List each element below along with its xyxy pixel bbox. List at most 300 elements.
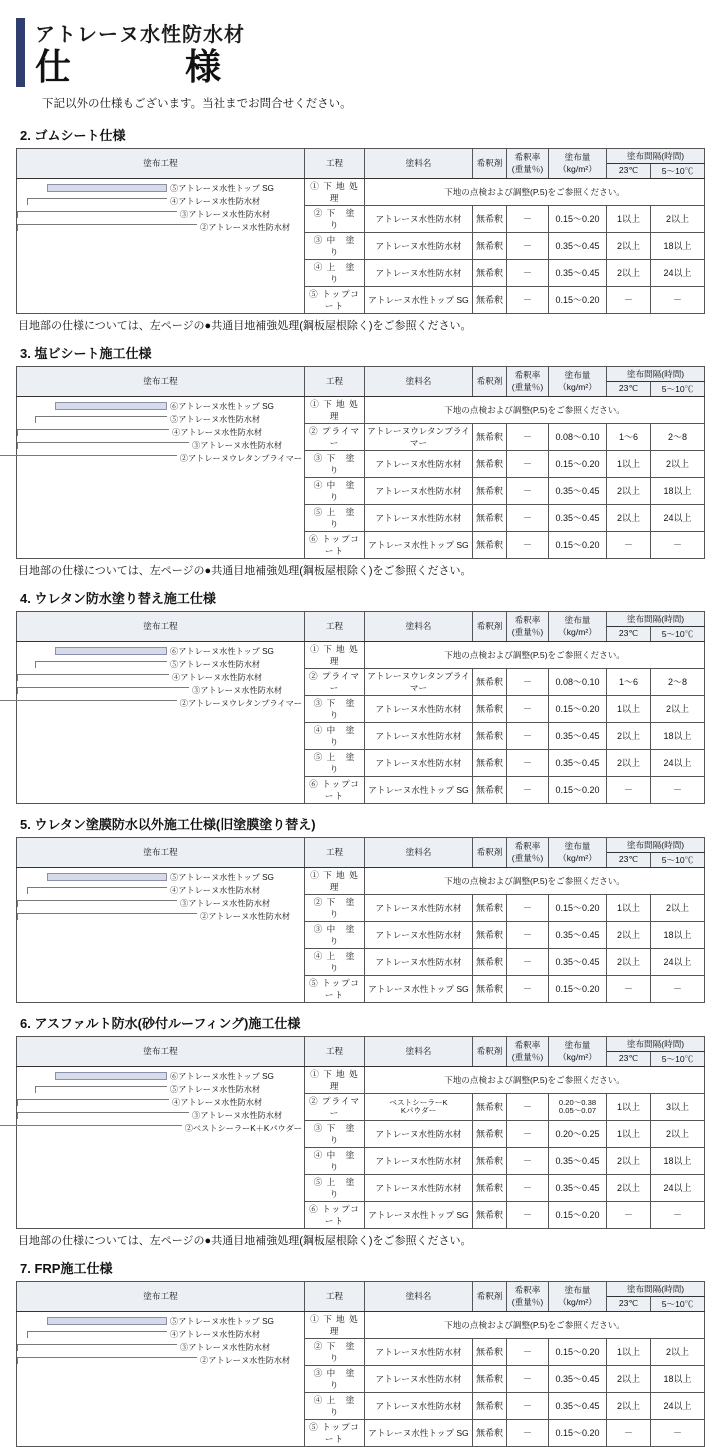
layer-label: ②アトレーヌ水性防水材 xyxy=(200,222,291,232)
th-coverage: 塗布量（kg/m²） xyxy=(549,837,607,867)
diagram-layer xyxy=(17,400,302,413)
layer-label: ④アトレーヌ水性防水材 xyxy=(170,885,261,895)
cell-coverage: 0.35～0.45 xyxy=(549,948,607,975)
cell-coverage: 0.35～0.45 xyxy=(549,1392,607,1419)
cell-step: ④ 上 塗 り xyxy=(305,1392,365,1419)
layer-bar xyxy=(0,700,177,707)
layer-bar xyxy=(17,900,177,907)
cell-paint: アトレーヌ水性トップ SG xyxy=(365,531,473,558)
th-step: 工程 xyxy=(305,1036,365,1066)
cell-paint: アトレーヌ水性防水材 xyxy=(365,1147,473,1174)
cell-diluent: 無希釈 xyxy=(473,205,507,232)
cell-step: ④ 中 塗 り xyxy=(305,477,365,504)
th-process: 塗布工程 xyxy=(17,148,305,178)
cell-dilution: － xyxy=(507,722,549,749)
cell-diluent: 無希釈 xyxy=(473,668,507,695)
th-step: 工程 xyxy=(305,148,365,178)
diagram-layer xyxy=(17,897,302,910)
th-interval-low: 5～10℃ xyxy=(651,1296,705,1311)
th-coverage: 塗布量（kg/m²） xyxy=(549,148,607,178)
cell-interval-23: 2以上 xyxy=(607,504,651,531)
layer-bar xyxy=(47,184,167,192)
cell-coverage: 0.08～0.10 xyxy=(549,423,607,450)
cell-interval-23: － xyxy=(607,1419,651,1446)
spec-table xyxy=(16,1281,705,1447)
cell-diluent: 無希釈 xyxy=(473,286,507,313)
cell-diluent: 無希釈 xyxy=(473,695,507,722)
cell-dilution: － xyxy=(507,450,549,477)
layer-bar xyxy=(27,887,167,894)
th-process: 塗布工程 xyxy=(17,1036,305,1066)
cell-coverage: 0.15～0.20 xyxy=(549,531,607,558)
th-paint: 塗料名 xyxy=(365,611,473,641)
layer-label: ④アトレーヌ水性防水材 xyxy=(172,1097,263,1107)
cell-step: ⑤ 上 塗 り xyxy=(305,1174,365,1201)
cell-interval-low: 24以上 xyxy=(651,948,705,975)
cell-interval-low: 3以上 xyxy=(651,1093,705,1120)
cell-dilution: － xyxy=(507,1120,549,1147)
layer-bar xyxy=(27,198,167,205)
cell-coverage: 0.35～0.45 xyxy=(549,1174,607,1201)
layer-bar xyxy=(17,913,197,920)
cell-dilution: － xyxy=(507,695,549,722)
th-dilution: 希釈率(重量％) xyxy=(507,148,549,178)
cell-interval-low: 2以上 xyxy=(651,450,705,477)
cell-interval-low: － xyxy=(651,776,705,803)
spec-section xyxy=(16,588,704,804)
cell-diluent: 無希釈 xyxy=(473,921,507,948)
cell-substrate-note: 下地の点検および調整(P.5)をご参照ください。 xyxy=(365,641,705,668)
cell-paint: アトレーヌ水性防水材 xyxy=(365,477,473,504)
cell-substrate-note: 下地の点検および調整(P.5)をご参照ください。 xyxy=(365,1311,705,1338)
section-title: 7. FRP施工仕様 xyxy=(20,1260,113,1276)
cell-step: ③ 中 塗 り xyxy=(305,1365,365,1392)
cell-step: ⑥ トップコート xyxy=(305,531,365,558)
cell-interval-23: 2以上 xyxy=(607,477,651,504)
th-dilution: 希釈率(重量％) xyxy=(507,1281,549,1311)
cell-paint: アトレーヌ水性防水材 xyxy=(365,1174,473,1201)
layer-label: ③アトレーヌ水性防水材 xyxy=(180,209,271,219)
diagram-layer xyxy=(17,1109,302,1122)
cell-step: ① 下 地 処 理 xyxy=(305,1066,365,1093)
diagram-layer xyxy=(17,1096,302,1109)
cell-dilution: － xyxy=(507,477,549,504)
cell-diluent: 無希釈 xyxy=(473,259,507,286)
cell-diluent: 無希釈 xyxy=(473,1392,507,1419)
th-diluent: 希釈剤 xyxy=(473,611,507,641)
cell-dilution: － xyxy=(507,894,549,921)
th-coverage: 塗布量（kg/m²） xyxy=(549,366,607,396)
cell-step: ② プライマー xyxy=(305,423,365,450)
th-interval-23: 23℃ xyxy=(607,1296,651,1311)
cell-dilution: － xyxy=(507,205,549,232)
cell-interval-23: 1以上 xyxy=(607,1093,651,1120)
th-diluent: 希釈剤 xyxy=(473,148,507,178)
cell-paint: アトレーヌ水性トップ SG xyxy=(365,975,473,1002)
th-paint: 塗料名 xyxy=(365,1281,473,1311)
cell-dilution: － xyxy=(507,1392,549,1419)
cell-paint: アトレーヌ水性防水材 xyxy=(365,259,473,286)
th-interval-low: 5～10℃ xyxy=(651,852,705,867)
cell-coverage: 0.15～0.20 xyxy=(549,1201,607,1228)
cell-step: ② 下 塗 り xyxy=(305,894,365,921)
cell-dilution: － xyxy=(507,1338,549,1365)
table-row xyxy=(17,178,705,205)
cell-paint: アトレーヌ水性防水材 xyxy=(365,232,473,259)
cell-step: ② プライマー xyxy=(305,668,365,695)
cell-interval-low: 2以上 xyxy=(651,205,705,232)
diagram-layer xyxy=(17,221,302,234)
cell-diluent: 無希釈 xyxy=(473,232,507,259)
diagram-layer xyxy=(17,1341,302,1354)
cell-step: ③ 下 塗 り xyxy=(305,695,365,722)
cell-interval-low: 24以上 xyxy=(651,1174,705,1201)
layer-label: ②ベストシーラーK＋Kパウダー xyxy=(184,1123,302,1133)
layer-label: ③アトレーヌ水性防水材 xyxy=(192,440,283,450)
cell-paint: アトレーヌウレタンプライマー xyxy=(365,668,473,695)
cell-paint: アトレーヌ水性防水材 xyxy=(365,749,473,776)
cell-step: ⑤ トップコート xyxy=(305,286,365,313)
layer-diagram xyxy=(17,867,305,1002)
spec-section xyxy=(16,1013,704,1248)
spec-table xyxy=(16,611,705,804)
cell-step: ① 下 地 処 理 xyxy=(305,396,365,423)
cell-diluent: 無希釈 xyxy=(473,1174,507,1201)
th-dilution: 希釈率(重量％) xyxy=(507,1036,549,1066)
cell-step: ④ 上 塗 り xyxy=(305,259,365,286)
layer-label: ②アトレーヌウレタンプライマー xyxy=(179,453,302,463)
layer-bar xyxy=(17,429,169,436)
layer-diagram xyxy=(17,396,305,558)
cell-coverage: 0.35～0.45 xyxy=(549,722,607,749)
diagram-layer xyxy=(17,1315,302,1328)
cell-step: ③ 中 塗 り xyxy=(305,232,365,259)
spec-section xyxy=(16,1258,704,1447)
layer-bar xyxy=(35,1086,167,1093)
cell-interval-23: 2以上 xyxy=(607,948,651,975)
header-text-group xyxy=(35,18,245,87)
th-step: 工程 xyxy=(305,366,365,396)
layer-diagram xyxy=(17,641,305,803)
layer-bar xyxy=(17,1357,197,1364)
cell-diluent: 無希釈 xyxy=(473,450,507,477)
layer-diagram xyxy=(17,178,305,313)
cell-dilution: － xyxy=(507,1201,549,1228)
th-process: 塗布工程 xyxy=(17,837,305,867)
cell-coverage: 0.35～0.45 xyxy=(549,921,607,948)
layer-bar xyxy=(0,1125,182,1132)
cell-dilution: － xyxy=(507,1365,549,1392)
layer-bar xyxy=(35,416,167,423)
cell-step: ① 下 地 処 理 xyxy=(305,1311,365,1338)
th-interval: 塗布間隔(時間) xyxy=(607,837,705,852)
cell-coverage: 0.15～0.20 xyxy=(549,1419,607,1446)
cell-interval-low: 24以上 xyxy=(651,259,705,286)
diagram-layer xyxy=(17,1354,302,1367)
cell-dilution: － xyxy=(507,1093,549,1120)
cell-step: ③ 下 塗 り xyxy=(305,1120,365,1147)
diagram-layer xyxy=(17,413,302,426)
table-row xyxy=(17,396,705,423)
cell-interval-low: 18以上 xyxy=(651,921,705,948)
cell-diluent: 無希釈 xyxy=(473,477,507,504)
layer-label: ④アトレーヌ水性防水材 xyxy=(172,672,263,682)
cell-interval-low: － xyxy=(651,1419,705,1446)
cell-step: ⑥ トップコート xyxy=(305,776,365,803)
cell-step: ⑤ トップコート xyxy=(305,975,365,1002)
cell-dilution: － xyxy=(507,504,549,531)
th-diluent: 希釈剤 xyxy=(473,366,507,396)
cell-dilution: － xyxy=(507,259,549,286)
cell-interval-low: － xyxy=(651,975,705,1002)
cell-interval-low: 18以上 xyxy=(651,722,705,749)
layer-label: ⑤アトレーヌ水性防水材 xyxy=(170,1084,261,1094)
cell-coverage: 0.15～0.20 xyxy=(549,894,607,921)
th-interval-23: 23℃ xyxy=(607,626,651,641)
table-row xyxy=(17,1066,705,1093)
cell-coverage: 0.35～0.45 xyxy=(549,504,607,531)
th-interval-low: 5～10℃ xyxy=(651,1051,705,1066)
layer-bar xyxy=(17,1099,169,1106)
cell-paint: アトレーヌ水性防水材 xyxy=(365,1338,473,1365)
th-interval: 塗布間隔(時間) xyxy=(607,366,705,381)
th-process: 塗布工程 xyxy=(17,366,305,396)
table-row xyxy=(17,641,705,668)
spec-table xyxy=(16,1036,705,1229)
cell-paint: アトレーヌ水性防水材 xyxy=(365,722,473,749)
diagram-layer xyxy=(17,195,302,208)
th-paint: 塗料名 xyxy=(365,148,473,178)
cell-step: ④ 中 塗 り xyxy=(305,1147,365,1174)
cell-interval-23: 1～6 xyxy=(607,668,651,695)
cell-interval-23: 2以上 xyxy=(607,232,651,259)
cell-dilution: － xyxy=(507,1419,549,1446)
diagram-layer xyxy=(17,439,302,452)
cell-interval-23: － xyxy=(607,531,651,558)
cell-coverage: 0.35～0.45 xyxy=(549,477,607,504)
cell-diluent: 無希釈 xyxy=(473,423,507,450)
cell-step: ② 下 塗 り xyxy=(305,1338,365,1365)
cell-coverage: 0.20～0.38 0.05～0.07 xyxy=(549,1093,607,1120)
cell-interval-23: － xyxy=(607,286,651,313)
th-coverage: 塗布量（kg/m²） xyxy=(549,1036,607,1066)
cell-diluent: 無希釈 xyxy=(473,1201,507,1228)
section-title: 3. 塩ビシート施工仕様 xyxy=(20,345,152,361)
cell-coverage: 0.15～0.20 xyxy=(549,695,607,722)
layer-bar xyxy=(35,661,167,668)
cell-substrate-note: 下地の点検および調整(P.5)をご参照ください。 xyxy=(365,396,705,423)
cell-interval-23: 2以上 xyxy=(607,259,651,286)
cell-interval-23: 1以上 xyxy=(607,695,651,722)
diagram-layer xyxy=(17,208,302,221)
layer-label: ③アトレーヌ水性防水材 xyxy=(180,898,271,908)
cell-interval-23: 2以上 xyxy=(607,1174,651,1201)
cell-diluent: 無希釈 xyxy=(473,1093,507,1120)
brand-title: アトレーヌ水性防水材 xyxy=(35,22,245,46)
cell-interval-23: － xyxy=(607,1201,651,1228)
layer-label: ③アトレーヌ水性防水材 xyxy=(180,1342,271,1352)
cell-interval-low: 24以上 xyxy=(651,504,705,531)
cell-paint: アトレーヌ水性防水材 xyxy=(365,1120,473,1147)
layer-diagram xyxy=(17,1311,305,1446)
diagram-layer xyxy=(17,884,302,897)
diagram-layer xyxy=(17,426,302,439)
cell-paint: アトレーヌ水性トップ SG xyxy=(365,1419,473,1446)
common-note: 目地部の仕様については、左ページの●共通目地補強処理(鋼板屋根除く)をご参照ください。 xyxy=(18,564,472,577)
cell-paint: アトレーヌ水性トップ SG xyxy=(365,1201,473,1228)
lead-text: 下記以外の仕様もございます。当社までお問合せください。 xyxy=(42,97,352,110)
layer-label: ②アトレーヌ水性防水材 xyxy=(200,911,291,921)
layer-label: ④アトレーヌ水性防水材 xyxy=(170,1329,261,1339)
cell-dilution: － xyxy=(507,423,549,450)
cell-paint: アトレーヌ水性防水材 xyxy=(365,695,473,722)
th-interval: 塗布間隔(時間) xyxy=(607,1281,705,1296)
cell-dilution: － xyxy=(507,749,549,776)
cell-diluent: 無希釈 xyxy=(473,948,507,975)
page-title: 仕 様 xyxy=(35,47,236,88)
cell-interval-23: 1以上 xyxy=(607,450,651,477)
cell-step: ⑥ トップコート xyxy=(305,1201,365,1228)
layer-label: ⑤アトレーヌ水性トップ SG xyxy=(170,183,274,193)
cell-interval-23: 1以上 xyxy=(607,1120,651,1147)
cell-coverage: 0.15～0.20 xyxy=(549,776,607,803)
diagram-layer xyxy=(17,1070,302,1083)
layer-label: ⑤アトレーヌ水性トップ SG xyxy=(170,1316,274,1326)
cell-coverage: 0.15～0.20 xyxy=(549,205,607,232)
cell-paint: アトレーヌ水性防水材 xyxy=(365,450,473,477)
sections-root xyxy=(16,125,704,1447)
layer-label: ⑤アトレーヌ水性防水材 xyxy=(170,414,261,424)
layer-bar xyxy=(55,1072,167,1080)
cell-diluent: 無希釈 xyxy=(473,975,507,1002)
cell-interval-23: － xyxy=(607,776,651,803)
common-note: 目地部の仕様については、左ページの●共通目地補強処理(鋼板屋根除く)をご参照ください。 xyxy=(18,1234,472,1247)
diagram-layer xyxy=(17,1328,302,1341)
cell-dilution: － xyxy=(507,975,549,1002)
cell-paint: アトレーヌ水性防水材 xyxy=(365,504,473,531)
cell-diluent: 無希釈 xyxy=(473,749,507,776)
th-paint: 塗料名 xyxy=(365,366,473,396)
cell-step: ⑤ 上 塗 り xyxy=(305,749,365,776)
section-title: 2. ゴムシート仕様 xyxy=(20,127,126,143)
spec-table xyxy=(16,366,705,559)
cell-paint: アトレーヌ水性防水材 xyxy=(365,1392,473,1419)
cell-dilution: － xyxy=(507,1174,549,1201)
cell-interval-low: 24以上 xyxy=(651,1392,705,1419)
th-step: 工程 xyxy=(305,1281,365,1311)
layer-label: ④アトレーヌ水性防水材 xyxy=(170,196,261,206)
layer-bar xyxy=(27,1331,167,1338)
layer-bar xyxy=(17,211,177,218)
th-dilution: 希釈率(重量％) xyxy=(507,837,549,867)
diagram-layer xyxy=(17,1122,302,1135)
spec-section xyxy=(16,125,704,333)
table-row xyxy=(17,867,705,894)
cell-dilution: － xyxy=(507,286,549,313)
cell-diluent: 無希釈 xyxy=(473,1120,507,1147)
cell-interval-low: 2以上 xyxy=(651,695,705,722)
cell-interval-low: 2～8 xyxy=(651,668,705,695)
cell-interval-23: 2以上 xyxy=(607,1392,651,1419)
layer-label: ⑤アトレーヌ水性トップ SG xyxy=(170,872,274,882)
diagram-layer xyxy=(17,910,302,923)
cell-interval-23: 1以上 xyxy=(607,205,651,232)
cell-step: ① 下 地 処 理 xyxy=(305,867,365,894)
cell-dilution: － xyxy=(507,531,549,558)
spec-table xyxy=(16,837,705,1003)
cell-interval-low: 18以上 xyxy=(651,1147,705,1174)
cell-dilution: － xyxy=(507,948,549,975)
cell-interval-23: 1以上 xyxy=(607,1338,651,1365)
th-interval-low: 5～10℃ xyxy=(651,626,705,641)
cell-coverage: 0.20～0.25 xyxy=(549,1120,607,1147)
th-diluent: 希釈剤 xyxy=(473,837,507,867)
th-interval-low: 5～10℃ xyxy=(651,163,705,178)
cell-interval-23: 2以上 xyxy=(607,1365,651,1392)
cell-interval-low: 2以上 xyxy=(651,1338,705,1365)
cell-substrate-note: 下地の点検および調整(P.5)をご参照ください。 xyxy=(365,1066,705,1093)
cell-coverage: 0.35～0.45 xyxy=(549,1147,607,1174)
th-step: 工程 xyxy=(305,611,365,641)
cell-step: ① 下 地 処 理 xyxy=(305,641,365,668)
cell-substrate-note: 下地の点検および調整(P.5)をご参照ください。 xyxy=(365,178,705,205)
th-coverage: 塗布量（kg/m²） xyxy=(549,1281,607,1311)
cell-paint: アトレーヌ水性トップ SG xyxy=(365,286,473,313)
cell-coverage: 0.15～0.20 xyxy=(549,286,607,313)
th-interval-23: 23℃ xyxy=(607,163,651,178)
layer-bar xyxy=(17,224,197,231)
th-interval-low: 5～10℃ xyxy=(651,381,705,396)
layer-bar xyxy=(47,873,167,881)
cell-interval-low: 18以上 xyxy=(651,232,705,259)
cell-dilution: － xyxy=(507,1147,549,1174)
cell-step: ④ 中 塗 り xyxy=(305,722,365,749)
cell-coverage: 0.15～0.20 xyxy=(549,450,607,477)
cell-interval-low: 24以上 xyxy=(651,749,705,776)
section-title: 4. ウレタン防水塗り替え施工仕様 xyxy=(20,590,216,606)
layer-bar xyxy=(55,647,167,655)
cell-diluent: 無希釈 xyxy=(473,531,507,558)
cell-paint: アトレーヌ水性防水材 xyxy=(365,948,473,975)
layer-label: ③アトレーヌ水性防水材 xyxy=(192,1110,283,1120)
th-process: 塗布工程 xyxy=(17,611,305,641)
cell-interval-low: 2以上 xyxy=(651,894,705,921)
cell-coverage: 0.35～0.45 xyxy=(549,749,607,776)
cell-coverage: 0.15～0.20 xyxy=(549,1338,607,1365)
cell-diluent: 無希釈 xyxy=(473,1419,507,1446)
cell-interval-low: － xyxy=(651,531,705,558)
cell-coverage: 0.35～0.45 xyxy=(549,232,607,259)
layer-bar xyxy=(17,1112,189,1119)
cell-paint: アトレーヌ水性防水材 xyxy=(365,894,473,921)
th-paint: 塗料名 xyxy=(365,837,473,867)
spec-table xyxy=(16,148,705,314)
spec-section xyxy=(16,814,704,1003)
layer-label: ⑥アトレーヌ水性トップ SG xyxy=(170,646,274,656)
cell-paint: アトレーヌ水性防水材 xyxy=(365,1365,473,1392)
th-process: 塗布工程 xyxy=(17,1281,305,1311)
th-dilution: 希釈率(重量％) xyxy=(507,366,549,396)
layer-bar xyxy=(55,402,167,410)
header-accent-bar xyxy=(16,18,25,87)
diagram-layer xyxy=(17,684,302,697)
cell-step: ④ 上 塗 り xyxy=(305,948,365,975)
cell-dilution: － xyxy=(507,776,549,803)
cell-paint: アトレーヌ水性防水材 xyxy=(365,205,473,232)
diagram-layer xyxy=(17,658,302,671)
cell-interval-23: 2以上 xyxy=(607,1147,651,1174)
cell-coverage: 0.35～0.45 xyxy=(549,259,607,286)
